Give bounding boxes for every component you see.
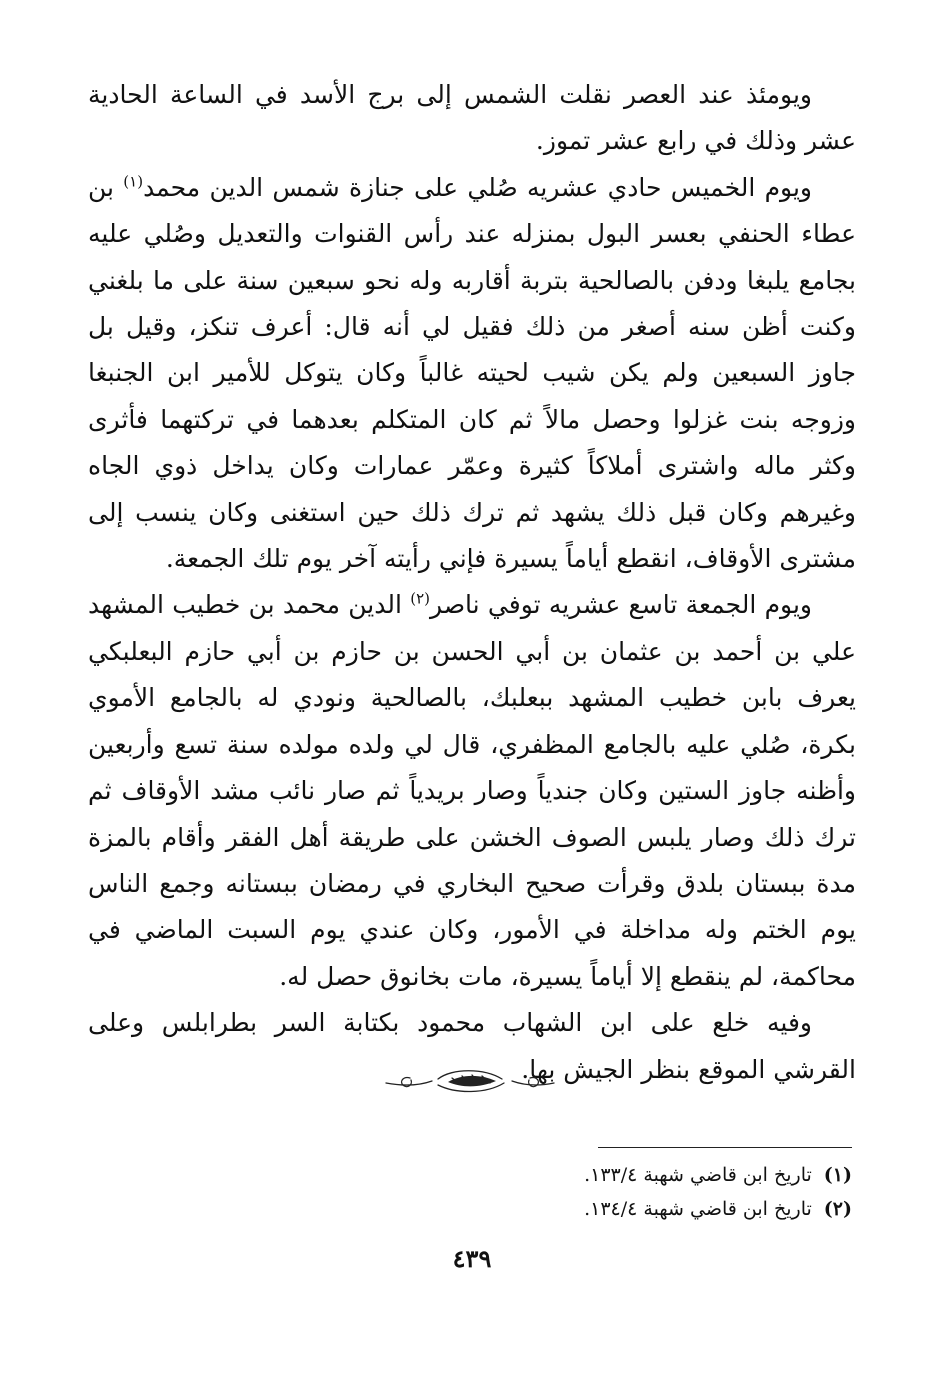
footnote-marker-2[interactable]: (٢) [410, 590, 431, 609]
main-text [88, 72, 856, 1093]
paragraph-text-continued: الدين محمد بن خطيب المشهد علي بن أحمد بن عثمان بن أبي الحسن بن حازم بن أبي حازم البعلبكي يعرف بابن خطيب المشهد ببعلبك، بالصالحية ونودي له بالجامع الأموي بكرة، صُلي عليه بالجامع المظفري، قال لي ولده مولده سنة تسع وأربعين وأظنه جاوز الستين وكان جندياً وصار بريدياً ثم صار نائب مشد الأوقاف ثم ترك ذلك وصار يلبس الصوف الخشن على طريقة أهل الفقر وأقام بالمزة مدة ببستان بلدق وقرأت صحيح البخاري في رمضان ببستانه وجمع الناس يوم الختم وله مداخلة في الأمور، وكان عندي يوم السبت الماضي في محاكمة، لم ينقطع إلا أياماً يسيرة، مات بخانوق حصل له. [88, 590, 856, 991]
footnote-text: تاريخ ابن قاضي شهبة ١٣٤/٤. [584, 1198, 812, 1220]
paragraph-2 [88, 165, 856, 583]
footnote-separator [598, 1147, 852, 1148]
footnote-1 [252, 1158, 852, 1192]
paragraph-3 [88, 582, 856, 1000]
footnotes [252, 1158, 852, 1226]
page-number: ٤٣٩ [452, 1244, 492, 1273]
footnote-number: (١) [823, 1164, 852, 1186]
paragraph-text: ويوم الجمعة تاسع عشريه توفي ناصر [430, 590, 812, 620]
footnote-2 [252, 1192, 852, 1226]
section-divider-ornament [382, 1064, 558, 1098]
paragraph-1 [88, 72, 856, 165]
footnote-text: تاريخ ابن قاضي شهبة ١٣٣/٤. [584, 1164, 812, 1186]
footnote-marker-1[interactable]: (١) [123, 172, 144, 191]
paragraph-text: ويوم الخميس حادي عشريه صُلي على جنازة شمس الدين محمد [143, 172, 813, 202]
footnote-number: (٢) [823, 1198, 852, 1220]
paragraph-text: وفيه خلع على ابن الشهاب محمود بكتابة السر بطرابلس وعلى القرشي الموقع بنظر الجيش بها. [88, 1008, 856, 1084]
paragraph-text: ويومئذ عند العصر نقلت الشمس إلى برج الأسد في الساعة الحادية عشر وذلك في رابع عشر تموز. [88, 80, 856, 156]
paragraph-text-continued: بن عطاء الحنفي بعسر البول بمنزله عند رأس القنوات والتعديل وصُلي عليه بجامع يلبغا ودفن بالصالحية بتربة أقاربه وله نحو سبعين سنة على ما بلغني وكنت أظن سنه أصغر من ذلك فقيل لي أنه قال: أعرف تنكز، وقيل بل جاوز السبعين ولم يكن شيب لحيته غالباً وكان يتوكل للأمير ابن الجنبغا وزوجه بنت غزلوا وحصل مالاً ثم كان المتكلم بعدهما في تركتهما فأثرى وكثر ماله واشترى أملاكاً كثيرة وعمّر عمارات وكان يداخل ذوي الجاه وغيرهم وكان قبل ذلك يشهد ثم ترك ذلك حين استغنى وكان ينسب إلى مشترى الأوقاف، انقطع أياماً يسيرة فإني رأيته آخر يوم تلك الجمعة. [88, 172, 856, 574]
